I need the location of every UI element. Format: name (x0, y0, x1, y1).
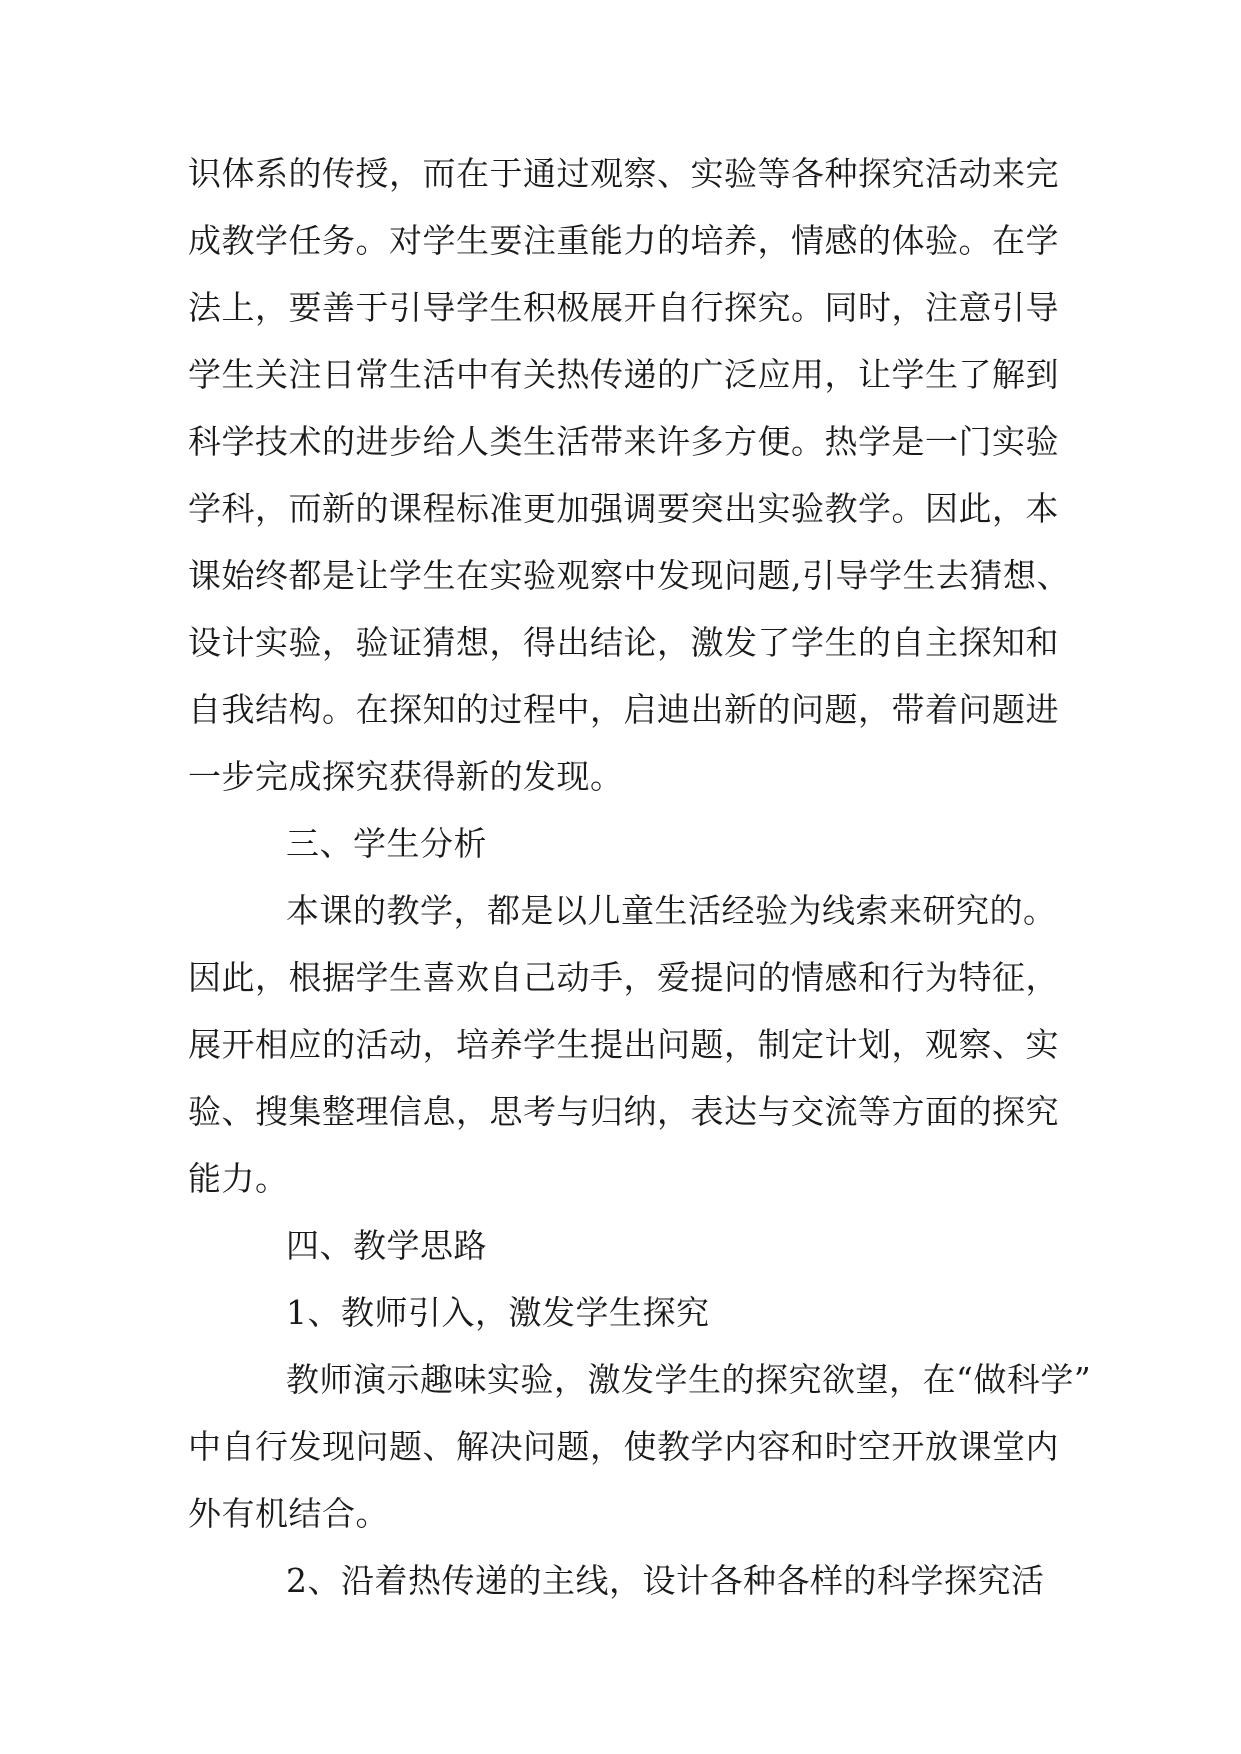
paragraph-line: 验、搜集整理信息，思考与归纳，表达与交流等方面的探究 (188, 1092, 1059, 1131)
paragraph-line: 展开相应的活动，培养学生提出问题，制定计划，观察、实 (188, 1025, 1059, 1064)
paragraph-line: 法上，要善于引导学生积极展开自行探究。同时，注意引导 (188, 288, 1059, 327)
paragraph-line: 一步完成探究获得新的发现。 (188, 757, 624, 796)
paragraph-line: 自我结构。在探知的过程中，启迪出新的问题，带着问题进 (188, 690, 1059, 729)
paragraph-line: 中自行发现问题、解决问题，使教学内容和时空开放课堂内 (188, 1427, 1059, 1466)
paragraph-line: 因此，根据学生喜欢自己动手，爱提问的情感和行为特征， (188, 958, 1059, 997)
paragraph-line: 外有机结合。 (188, 1494, 389, 1533)
paragraph-line: 本课的教学，都是以儿童生活经验为线索来研究的。 (286, 891, 1057, 930)
paragraph-line: 学生关注日常生活中有关热传递的广泛应用，让学生了解到 (188, 355, 1059, 394)
paragraph-line: 识体系的传授，而在于通过观察、实验等各种探究活动来完 (188, 154, 1059, 193)
paragraph-line: 教师演示趣味实验，激发学生的探究欲望，在“做科学” (286, 1360, 1092, 1399)
section-heading: 四、教学思路 (286, 1226, 487, 1265)
body-text (188, 154, 1092, 1631)
paragraph-line: 学科，而新的课程标准更加强调要突出实验教学。因此，本 (188, 489, 1059, 528)
paragraph-line: 能力。 (188, 1159, 289, 1198)
paragraph-line: 课始终都是让学生在实验观察中发现问题,引导学生去猜想、 (188, 556, 1070, 595)
paragraph-line: 设计实验，验证猜想，得出结论，激发了学生的自主探知和 (188, 623, 1059, 662)
subsection-heading: 2、沿着热传递的主线，设计各种各样的科学探究活 (286, 1561, 1045, 1600)
subsection-heading: 1、教师引入，激发学生探究 (286, 1293, 710, 1332)
paragraph-line: 科学技术的进步给人类生活带来许多方便。热学是一门实验 (188, 422, 1059, 461)
section-heading: 三、学生分析 (286, 824, 487, 863)
paragraph-line: 成教学任务。对学生要注重能力的培养，情感的体验。在学 (188, 221, 1059, 260)
